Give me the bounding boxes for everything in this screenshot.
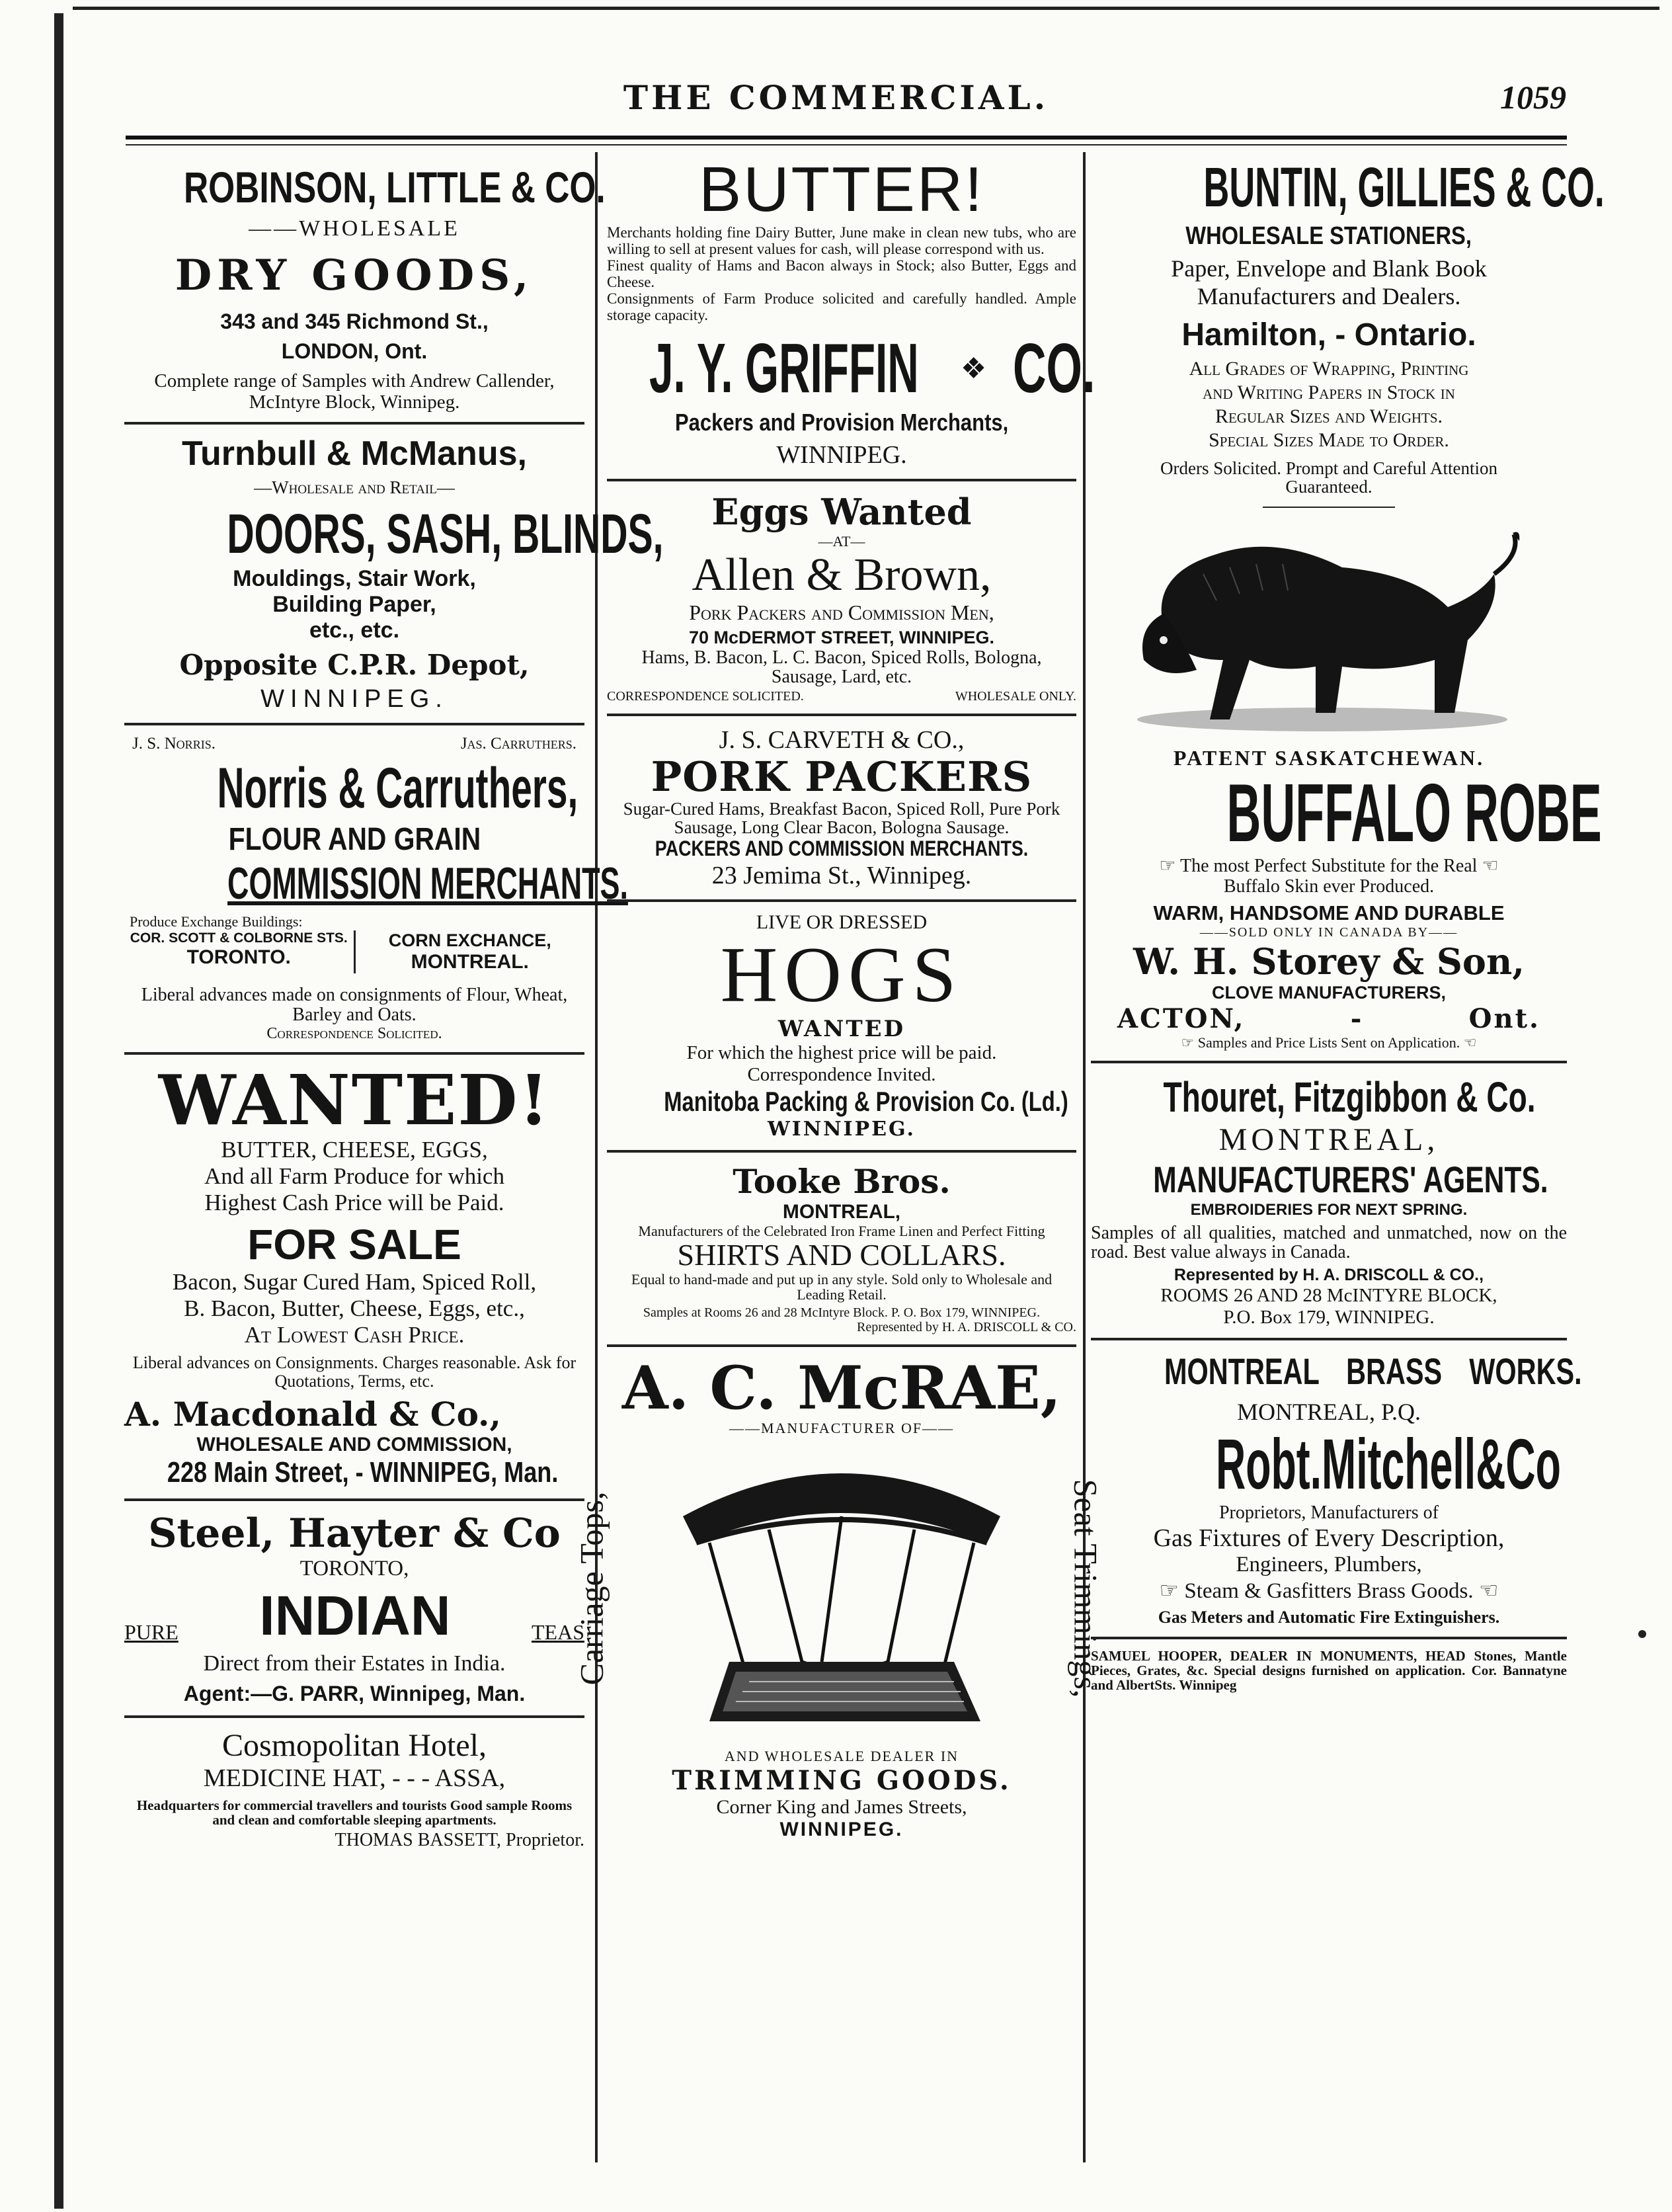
- ad-robinson: [124, 155, 606, 413]
- wanted-line-3: Highest Cash Price will be Paid.: [204, 1190, 504, 1215]
- ad-hotel: [124, 1727, 584, 1851]
- mitchell-name: Robt.Mitchell&Co: [1215, 1424, 1561, 1504]
- column-divider-2: [1083, 152, 1086, 2162]
- hooper-text: SAMUEL HOOPER, DEALER IN MONUMENTS, HEAD Stones, Mantle Pieces, Grates, &c. Special designs furnished on application. Cor. Bannatyne and AlbertSts. Winnipeg: [1091, 1648, 1567, 1693]
- left-margin-bar: [54, 13, 63, 2209]
- storey-acton: ACTON,: [1117, 1003, 1246, 1034]
- turnbull-items-1: Mouldings, Stair Work,: [233, 566, 476, 591]
- allen-brown-name: Allen & Brown,: [692, 550, 992, 600]
- buffalo-warm: WARM, HANDSOME AND DURABLE: [1153, 901, 1505, 924]
- thouret-city: MONTREAL,: [1218, 1122, 1439, 1157]
- thouret-embroideries: EMBROIDERIES FOR NEXT SPRING.: [1190, 1201, 1468, 1219]
- ad-butter: [607, 154, 1095, 470]
- hotel-name: Cosmopolitan Hotel,: [222, 1728, 487, 1763]
- tooke-samples: Samples at Rooms 26 and 28 McIntyre Block. P. O. Box 179, WINNIPEG.: [643, 1305, 1041, 1320]
- griffin-co: CO.: [1013, 329, 1095, 407]
- wanted-line-1: BUTTER, CHEESE, EGGS,: [221, 1137, 488, 1163]
- ad-steel-hayter: [124, 1510, 584, 1706]
- ad-hogs: [607, 911, 1076, 1141]
- hogs-city: WINNIPEG.: [767, 1118, 916, 1141]
- buffalo-icon: [1091, 528, 1567, 739]
- steel-agent: Agent:—G. PARR, Winnipeg, Man.: [183, 1682, 526, 1705]
- norris-produce: Produce Exchange Buildings:: [130, 913, 303, 930]
- turnbull-opposite: Opposite C.P.R. Depot,: [179, 649, 530, 681]
- robinson-note: Complete range of Samples with Andrew Callender, McIntyre Block, Winnipeg.: [154, 370, 555, 413]
- ad-turnbull: [124, 434, 664, 714]
- page-title: THE COMMERCIAL.: [623, 78, 1049, 117]
- carveth-items: Sugar-Cured Hams, Breakfast Bacon, Spiced Roll, Pure Pork Sausage, Long Clear Bacon, Bologna Sausage.: [623, 799, 1060, 837]
- divider: [124, 1052, 584, 1055]
- norris-advances: Liberal advances made on consignments of Flour, Wheat, Barley and Oats.: [141, 985, 568, 1025]
- buffalo-sold: ——SOLD ONLY IN CANADA BY——: [1199, 925, 1458, 940]
- robinson-tag: ——WHOLESALE: [249, 216, 460, 241]
- thouret-tag: MANUFACTURERS' AGENTS.: [1153, 1159, 1548, 1200]
- ampersand-ornament-icon: ❖: [960, 352, 987, 385]
- column-right: [1091, 155, 1605, 1693]
- mitchell-engineers: Engineers, Plumbers,: [1236, 1553, 1422, 1577]
- pointing-hand-icon: ☞: [1181, 1034, 1195, 1051]
- wanted-head: WANTED!: [158, 1059, 551, 1141]
- buffalo-sub-1: The most Perfect Substitute for the Real: [1180, 856, 1478, 876]
- steel-indian: INDIAN: [259, 1584, 451, 1647]
- tooke-equal: Equal to hand-made and put up in any style. Sold only to Wholesale and Leading Retail.: [631, 1271, 1053, 1303]
- hotel-proprietor: THOMAS BASSETT, Proprietor.: [335, 1830, 584, 1850]
- buntin-line-1: Paper, Envelope and Blank Book: [1171, 255, 1487, 282]
- storey-samples: Samples and Price Lists Sent on Application.: [1197, 1034, 1460, 1051]
- ad-brass: [1091, 1350, 1582, 1627]
- tooke-shirts: SHIRTS AND COLLARS.: [677, 1238, 1006, 1272]
- divider: [607, 1150, 1076, 1153]
- tooke-city: MONTREAL,: [782, 1201, 901, 1223]
- hogs-line-2: Correspondence Invited.: [747, 1064, 936, 1085]
- divider: [1091, 1061, 1567, 1063]
- column-divider-1: [595, 152, 598, 2162]
- sale-line-3: At Lowest Cash Price.: [244, 1322, 465, 1348]
- norris-partner-right: Jas. Carruthers.: [460, 735, 577, 753]
- carveth-address: 23 Jemima St., Winnipeg.: [711, 862, 972, 889]
- butter-p1: Merchants holding fine Dairy Butter, June make in clean new tubs, who are willing to sell at present values for cash, will please correspond with us.: [607, 224, 1076, 257]
- ad-mcrae: [573, 1353, 1105, 1841]
- page-number: 1059: [1500, 79, 1566, 116]
- allen-brown-address: 70 McDERMOT STREET, WINNIPEG.: [688, 628, 995, 647]
- mitchell-meters: Gas Meters and Automatic Fire Extinguishers.: [1158, 1608, 1500, 1627]
- pointing-hand-icon: ☜: [1478, 1579, 1499, 1603]
- hotel-place: MEDICINE HAT, - - - ASSA,: [203, 1764, 506, 1792]
- mcrae-tag: ——MANUFACTURER OF——: [729, 1420, 955, 1436]
- norris-line-2: COMMISSION MERCHANTS.: [227, 858, 628, 909]
- thouret-name: Thouret, Fitzgibbon & Co.: [1163, 1073, 1536, 1121]
- pointing-hand-icon: ☞: [1159, 856, 1176, 876]
- ad-norris: [124, 735, 628, 1043]
- griffin-name: J. Y. GRIFFIN: [649, 329, 919, 407]
- carveth-tag: PACKERS AND COMMISSION MERCHANTS.: [655, 837, 1029, 860]
- divider: [607, 1344, 1076, 1347]
- sale-line-1: Bacon, Sugar Cured Ham, Spiced Roll,: [172, 1269, 537, 1295]
- wanted-line-2: And all Farm Produce for which: [204, 1163, 504, 1189]
- thouret-rooms: ROOMS 26 AND 28 McINTYRE BLOCK,: [1160, 1285, 1497, 1306]
- buntin-grades-4: Special Sizes Made to Order.: [1209, 429, 1449, 451]
- mcrae-seat-trimmings: Seat Trimmings,: [1067, 1479, 1105, 1698]
- divider: [607, 899, 1076, 902]
- macdonald-address: 228 Main Street, - WINNIPEG, Man.: [167, 1456, 559, 1489]
- buffalo-sub-2: Buffalo Skin ever Produced.: [1223, 876, 1435, 897]
- mcrae-corner: Corner King and James Streets,: [716, 1796, 967, 1818]
- ad-buffalo: [1091, 528, 1602, 1051]
- header-rule-thin: [126, 144, 1567, 145]
- robinson-city: LONDON, Ont.: [281, 339, 428, 363]
- mcrae-name: A. C. McRAE,: [621, 1353, 1062, 1423]
- butter-p3: Consignments of Farm Produce solicited and carefully handled. Ample storage capacity.: [607, 290, 1076, 323]
- thouret-rep: Represented by H. A. DRISCOLL & CO.,: [1174, 1266, 1484, 1284]
- divider: [124, 1498, 584, 1501]
- buntin-orders: Orders Solicited. Prompt and Careful Attention Guaranteed.: [1160, 458, 1497, 497]
- thouret-box: P.O. Box 179, WINNIPEG.: [1223, 1307, 1435, 1328]
- buntin-grades-1: All Grades of Wrapping, Printing: [1189, 358, 1469, 380]
- steel-teas: TEAS: [532, 1620, 584, 1644]
- norris-name: Norris & Carruthers,: [217, 757, 578, 820]
- robinson-address: 343 and 345 Richmond St.,: [220, 309, 489, 333]
- buntin-name: BUNTIN, GILLIES & CO.: [1203, 156, 1605, 218]
- manitoba-packing: Manitoba Packing & Provision Co. (Ld.): [664, 1086, 1068, 1117]
- steel-city: TORONTO,: [299, 1557, 409, 1580]
- allen-brown-tag: Pork Packers and Commission Men,: [689, 600, 994, 624]
- macdonald-tag: WHOLESALE AND COMMISSION,: [196, 1434, 512, 1455]
- hogs-head: HOGS: [720, 930, 963, 1018]
- top-rule: [73, 7, 1659, 10]
- griffin-tag: Packers and Provision Merchants,: [674, 409, 1009, 436]
- turnbull-items-2: Building Paper,: [272, 592, 436, 617]
- sale-line-2: B. Bacon, Butter, Cheese, Eggs, etc.,: [184, 1295, 525, 1321]
- macdonald-name: A. Macdonald & Co.,: [124, 1395, 501, 1434]
- hotel-note: Headquarters for commercial travellers and tourists Good sample Rooms and clean and comfortable sleeping apartments.: [136, 1797, 573, 1828]
- carveth-name: J. S. CARVETH & CO.,: [719, 726, 965, 754]
- buffalo-head: BUFFALO ROBE: [1226, 768, 1602, 859]
- turnbull-name: Turnbull & McManus,: [182, 434, 527, 473]
- steel-name: Steel, Hayter & Co: [148, 1510, 561, 1557]
- tooke-mfr: Manufacturers of the Celebrated Iron Frame Linen and Perfect Fitting: [638, 1223, 1045, 1239]
- ad-wanted: [124, 1059, 584, 1489]
- header-rule: [126, 136, 1567, 140]
- eggs-at: —AT—: [818, 533, 865, 550]
- pointing-hand-icon: ☞: [1159, 1579, 1179, 1603]
- mitchell-tag: Proprietors, Manufacturers of: [1218, 1502, 1439, 1523]
- thouret-samples: Samples of all qualities, matched and unmatched, now on the road. Best value always in Canada.: [1091, 1223, 1567, 1262]
- bottom-dot: [1638, 1630, 1646, 1638]
- hogs-wanted: WANTED: [777, 1016, 906, 1042]
- sale-liberal: Liberal advances on Consignments. Charges reasonable. Ask for Quotations, Terms, etc.: [132, 1353, 577, 1391]
- ad-thouret: [1091, 1073, 1567, 1329]
- divider: [1263, 507, 1395, 508]
- mcrae-dealer: AND WHOLESALE DEALER IN: [724, 1748, 959, 1764]
- divider: [607, 714, 1076, 716]
- mcrae-goods: TRIMMING GOODS.: [672, 1765, 1012, 1796]
- storey-dash: -: [1350, 1003, 1364, 1034]
- carveth-head: PORK PACKERS: [651, 753, 1033, 801]
- pointing-hand-icon: ☜: [1482, 856, 1499, 876]
- storey-name: W. H. Storey & Son,: [1133, 940, 1525, 983]
- norris-corner: COR. SCOTT & COLBORNE STS.: [130, 930, 348, 946]
- mcrae-carriage-tops: Carriage Tops,: [573, 1491, 610, 1686]
- norris-montreal: MONTREAL.: [411, 951, 529, 973]
- robinson-name: ROBINSON, LITTLE & CO.: [183, 163, 606, 212]
- allen-brown-wholesale: WHOLESALE ONLY.: [955, 689, 1076, 704]
- buntin-city: Hamilton, - Ontario.: [1181, 317, 1476, 352]
- steel-direct: Direct from their Estates in India.: [203, 1651, 506, 1676]
- for-sale-head: FOR SALE: [247, 1221, 461, 1268]
- ad-buntin: [1091, 155, 1605, 497]
- carriage-top-icon: [670, 1444, 1014, 1735]
- divider: [607, 479, 1076, 481]
- buffalo-patent: PATENT SASKATCHEWAN.: [1173, 746, 1485, 770]
- ad-tooke: [607, 1162, 1076, 1335]
- divider: [1091, 1637, 1567, 1639]
- tooke-rep: Represented by H. A. DRISCOLL & CO.: [856, 1320, 1076, 1334]
- brass-name: MONTREAL BRASS WORKS.: [1164, 1350, 1582, 1392]
- divider: [124, 723, 584, 725]
- ad-eggs: [607, 491, 1076, 704]
- pointing-hand-icon: ☜: [1463, 1034, 1477, 1051]
- ad-carveth: [607, 725, 1076, 890]
- turnbull-tag: —Wholesale and Retail—: [254, 477, 455, 497]
- mitchell-gas: Gas Fixtures of Every Description,: [1153, 1524, 1505, 1552]
- hogs-line-1: For which the highest price will be paid.: [686, 1042, 997, 1063]
- robinson-dry-goods: DRY GOODS,: [175, 251, 534, 300]
- mitchell-steam: Steam & Gasfitters Brass Goods.: [1184, 1579, 1474, 1603]
- column-middle: [573, 154, 1105, 1841]
- storey-ont: Ont.: [1468, 1003, 1540, 1034]
- allen-brown-items: Hams, B. Bacon, L. C. Bacon, Spiced Rolls, Bologna, Sausage, Lard, etc.: [641, 647, 1042, 687]
- turnbull-items-3: etc., etc.: [309, 618, 400, 643]
- eggs-head: Eggs Wanted: [711, 491, 972, 533]
- turnbull-doors: DOORS, SASH, BLINDS,: [227, 503, 664, 565]
- butter-head: BUTTER!: [699, 154, 984, 225]
- allen-brown-correspondence: CORRESPONDENCE SOLICITED.: [607, 689, 804, 704]
- divider: [124, 422, 584, 425]
- griffin-city: WINNIPEG.: [776, 441, 907, 469]
- norris-toronto: TORONTO.: [186, 946, 291, 968]
- norris-line-1: FLOUR AND GRAIN: [228, 822, 481, 857]
- buntin-line-2: Manufacturers and Dealers.: [1197, 283, 1461, 309]
- norris-correspondence: Correspondence Solicited.: [266, 1025, 442, 1042]
- turnbull-city: WINNIPEG.: [260, 685, 448, 713]
- butter-p2: Finest quality of Hams and Bacon always in Stock; also Butter, Eggs and Cheese.: [607, 257, 1076, 290]
- norris-corn-exchange: CORN EXCHANCE,: [388, 930, 551, 950]
- tooke-head: Tooke Bros.: [733, 1162, 951, 1201]
- buntin-grades-3: Regular Sizes and Weights.: [1214, 405, 1443, 427]
- buntin-grades-2: and Writing Papers in Stock in: [1203, 382, 1455, 403]
- buntin-tag: WHOLESALE STATIONERS,: [1185, 222, 1472, 250]
- mcrae-city: WINNIPEG.: [779, 1819, 904, 1840]
- steel-pure: PURE: [124, 1620, 179, 1644]
- divider: [124, 1715, 584, 1718]
- hogs-live: LIVE OR DRESSED: [756, 911, 928, 933]
- brass-city: MONTREAL, P.Q.: [1236, 1399, 1421, 1425]
- norris-partner-left: J. S. Norris.: [132, 735, 216, 753]
- ad-hooper: [1091, 1649, 1567, 1692]
- divider: [1091, 1338, 1567, 1340]
- storey-tag: CLOVE MANUFACTURERS,: [1211, 983, 1446, 1003]
